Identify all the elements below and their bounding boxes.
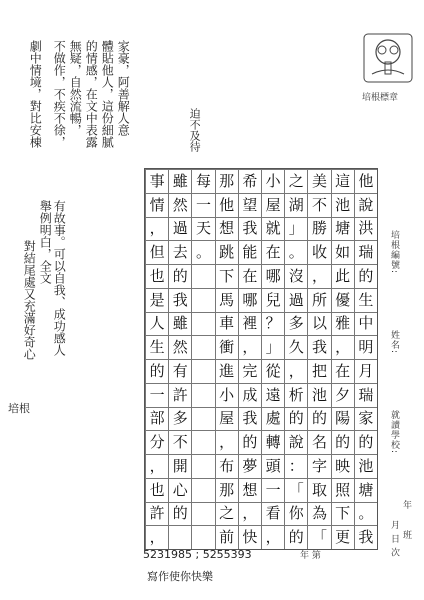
manuscript-cell: ，	[331, 335, 354, 359]
manuscript-cell: 望	[238, 193, 261, 217]
teacher-comment-line: 舉例明白，全文	[38, 200, 53, 284]
tree-stamp-icon	[358, 28, 418, 88]
manuscript-cell: 這	[331, 169, 354, 193]
manuscript-cell: ，	[145, 525, 168, 549]
manuscript-cell: 看	[261, 502, 284, 526]
manuscript-cell: 。	[354, 502, 377, 526]
teacher-comment-line: 劇中情境，對比安棟	[28, 40, 43, 148]
manuscript-cell: 優	[331, 288, 354, 312]
manuscript-cell: 過	[168, 217, 191, 241]
footer-slogan: 寫作使你快樂	[147, 570, 213, 583]
teacher-comment-line: 對結尾處又充滿好奇心	[22, 240, 37, 360]
manuscript-cell: ？	[261, 312, 284, 336]
manuscript-cell: 雖	[168, 169, 191, 193]
manuscript-cell: 美	[307, 169, 330, 193]
manuscript-cell: 希	[238, 169, 261, 193]
manuscript-cell: 轉	[261, 430, 284, 454]
manuscript-cell: 瑞	[354, 383, 377, 407]
manuscript-column	[215, 169, 238, 549]
manuscript-cell	[191, 312, 214, 336]
manuscript-cell: 明	[354, 335, 377, 359]
manuscript-cell: 的	[307, 407, 330, 431]
manuscript-cell: ，	[145, 454, 168, 478]
manuscript-cell: 想	[238, 478, 261, 502]
manuscript-cell: 事	[145, 169, 168, 193]
stamp-note: 迫不及待	[188, 108, 202, 152]
manuscript-cell: 那	[215, 169, 238, 193]
manuscript-cell: 。	[191, 240, 214, 264]
manuscript-cell: 屋	[215, 407, 238, 431]
manuscript-cell: 在	[331, 359, 354, 383]
teacher-comment-line: 不做作，不疾不徐，	[52, 40, 67, 148]
manuscript-cell: 許	[168, 383, 191, 407]
manuscript-cell: 的	[145, 359, 168, 383]
manuscript-cell: 名	[307, 430, 330, 454]
manuscript-cell: 雅	[331, 312, 354, 336]
manuscript-cell: 一	[191, 193, 214, 217]
manuscript-cell: 說	[284, 430, 307, 454]
manuscript-cell: 也	[145, 478, 168, 502]
manuscript-cell: 頭	[261, 454, 284, 478]
manuscript-cell: 然	[168, 193, 191, 217]
manuscript-cell: 兒	[261, 288, 284, 312]
manuscript-cell: 不	[168, 430, 191, 454]
manuscript-cell: 情	[145, 193, 168, 217]
manuscript-cell	[168, 525, 191, 549]
manuscript-cell: 生	[145, 335, 168, 359]
manuscript-cell: 的	[238, 430, 261, 454]
manuscript-cell: 哪	[261, 264, 284, 288]
manuscript-cell: 雖	[168, 312, 191, 336]
manuscript-cell: 如	[331, 240, 354, 264]
manuscript-cell: 在	[238, 264, 261, 288]
manuscript-cell: ，	[284, 359, 307, 383]
manuscript-cell: 一	[261, 478, 284, 502]
manuscript-cell: 池	[331, 193, 354, 217]
manuscript-cell: 馬	[215, 288, 238, 312]
manuscript-cell: 從	[261, 359, 284, 383]
manuscript-cell: 快	[238, 525, 261, 549]
manuscript-cell: 他	[354, 169, 377, 193]
manuscript-cell: 說	[354, 193, 377, 217]
manuscript-cell: 我	[238, 217, 261, 241]
manuscript-cell	[191, 525, 214, 549]
manuscript-cell: 的	[284, 407, 307, 431]
manuscript-cell: ：	[284, 454, 307, 478]
manuscript-column	[168, 169, 191, 549]
manuscript-cell: 以	[307, 312, 330, 336]
manuscript-cell: 的	[354, 264, 377, 288]
manuscript-column	[331, 169, 354, 549]
manuscript-cell: 沒	[284, 264, 307, 288]
phone-numbers: 5231985 ; 5255393	[143, 548, 252, 561]
grader-signature: 培根	[8, 402, 30, 415]
manuscript-cell: 想	[215, 217, 238, 241]
manuscript-cell: 每	[191, 169, 214, 193]
manuscript-cell	[191, 383, 214, 407]
manuscript-cell: 但	[145, 240, 168, 264]
manuscript-cell: 多	[168, 407, 191, 431]
manuscript-cell: 把	[307, 359, 330, 383]
manuscript-cell: 池	[354, 454, 377, 478]
manuscript-cell: 「	[284, 478, 307, 502]
grid-left-border	[145, 169, 146, 549]
manuscript-cell: 處	[261, 407, 284, 431]
manuscript-cell: 久	[284, 335, 307, 359]
manuscript-cell	[191, 288, 214, 312]
school-label: 就讀學校:	[389, 410, 399, 455]
manuscript-cell: 夢	[238, 454, 261, 478]
teacher-comment-line: 無疑，自然流暢，	[68, 40, 83, 136]
manuscript-cell: 多	[284, 312, 307, 336]
manuscript-column	[261, 169, 284, 549]
manuscript-cell: ，	[307, 264, 330, 288]
manuscript-cell: 許	[145, 502, 168, 526]
manuscript-cell: 夕	[331, 383, 354, 407]
manuscript-cell: 的	[284, 525, 307, 549]
manuscript-cell: ，	[238, 502, 261, 526]
manuscript-cell: 我	[307, 335, 330, 359]
manuscript-cell: 部	[145, 407, 168, 431]
manuscript-cell: 不	[307, 193, 330, 217]
grader-label: 培根編號:	[389, 230, 399, 275]
logo-caption: 培根標章	[362, 93, 399, 103]
manuscript-cell: ，	[261, 525, 284, 549]
manuscript-cell: 」	[284, 217, 307, 241]
manuscript-cell: 。	[284, 240, 307, 264]
manuscript-cell: 就	[261, 217, 284, 241]
manuscript-cell: 遠	[261, 383, 284, 407]
manuscript-cell: 哪	[238, 288, 261, 312]
manuscript-column	[238, 169, 261, 549]
manuscript-cell: 開	[168, 454, 191, 478]
manuscript-cell: 你	[284, 502, 307, 526]
manuscript-cell	[191, 502, 214, 526]
manuscript-cell: 生	[354, 288, 377, 312]
manuscript-cell: 去	[168, 240, 191, 264]
manuscript-cell: 能	[238, 240, 261, 264]
name-label: 姓名:	[389, 330, 399, 355]
manuscript-cell: 進	[215, 359, 238, 383]
manuscript-cell: 下	[215, 264, 238, 288]
manuscript-column	[191, 169, 214, 549]
manuscript-cell: ，	[238, 335, 261, 359]
teacher-comment-line: 的情感，在文中表露	[84, 40, 99, 148]
manuscript-cell: 所	[307, 288, 330, 312]
manuscript-cell: 衝	[215, 335, 238, 359]
manuscript-cell: 天	[191, 217, 214, 241]
manuscript-cell: 小	[215, 383, 238, 407]
manuscript-cell: 我	[168, 288, 191, 312]
date-label: 月 日 次	[389, 520, 399, 558]
manuscript-cell: 為	[307, 502, 330, 526]
manuscript-cell: 車	[215, 312, 238, 336]
teacher-comment-line: 有故事。可以自我、成功感人	[52, 200, 67, 356]
manuscript-cell: 的	[168, 264, 191, 288]
manuscript-cell: 的	[354, 430, 377, 454]
manuscript-cell: 映	[331, 454, 354, 478]
manuscript-cell: 分	[145, 430, 168, 454]
manuscript-cell: 一	[145, 383, 168, 407]
manuscript-cell	[191, 359, 214, 383]
manuscript-cell: 然	[168, 335, 191, 359]
manuscript-cell: 我	[238, 407, 261, 431]
manuscript-cell: 洪	[354, 217, 377, 241]
manuscript-cell: 析	[284, 383, 307, 407]
manuscript-cell	[191, 478, 214, 502]
manuscript-cell: 裡	[238, 312, 261, 336]
manuscript-grid	[144, 168, 378, 550]
manuscript-column	[354, 169, 377, 549]
manuscript-cell: 月	[354, 359, 377, 383]
manuscript-cell: 屋	[261, 193, 284, 217]
manuscript-cell: 陽	[331, 407, 354, 431]
manuscript-cell: 布	[215, 454, 238, 478]
grade-label: 年	[401, 500, 411, 510]
manuscript-cell: 池	[307, 383, 330, 407]
manuscript-cell: 「	[307, 525, 330, 549]
teacher-comment-line: 體貼他人，這份細膩	[100, 40, 115, 148]
manuscript-cell: 字	[307, 454, 330, 478]
manuscript-cell: 家	[354, 407, 377, 431]
manuscript-cell: 湖	[284, 193, 307, 217]
manuscript-cell: 塘	[354, 478, 377, 502]
manuscript-cell: 成	[238, 383, 261, 407]
manuscript-cell: 前	[215, 525, 238, 549]
manuscript-cell: 那	[215, 478, 238, 502]
manuscript-cell: 的	[168, 502, 191, 526]
manuscript-cell: ，	[215, 430, 238, 454]
manuscript-cell: 過	[284, 288, 307, 312]
manuscript-cell: 此	[331, 264, 354, 288]
manuscript-cell	[191, 335, 214, 359]
manuscript-cell: 更	[331, 525, 354, 549]
manuscript-cell: 之	[215, 502, 238, 526]
manuscript-cell: 中	[354, 312, 377, 336]
manuscript-column	[284, 169, 307, 549]
manuscript-cell: 有	[168, 359, 191, 383]
manuscript-cell: 人	[145, 312, 168, 336]
manuscript-cell: 取	[307, 478, 330, 502]
manuscript-cell: 之	[284, 169, 307, 193]
manuscript-cell	[191, 264, 214, 288]
manuscript-cell: 完	[238, 359, 261, 383]
teacher-comment-line: 家豪，阿善解人意	[116, 40, 131, 136]
class-label: 班	[401, 530, 411, 540]
manuscript-cell	[191, 407, 214, 431]
manuscript-cell: 我	[354, 525, 377, 549]
manuscript-cell: 的	[331, 430, 354, 454]
manuscript-cell: 收	[307, 240, 330, 264]
manuscript-cell: 塘	[331, 217, 354, 241]
manuscript-cell	[191, 454, 214, 478]
manuscript-cell: 照	[331, 478, 354, 502]
manuscript-cell: 小	[261, 169, 284, 193]
manuscript-cell: 」	[261, 335, 284, 359]
manuscript-cell: 跳	[215, 240, 238, 264]
manuscript-cell	[191, 430, 214, 454]
manuscript-cell: 也	[145, 264, 168, 288]
manuscript-cell: ，	[145, 217, 168, 241]
manuscript-column	[307, 169, 330, 549]
manuscript-cell: 是	[145, 288, 168, 312]
manuscript-column	[145, 169, 168, 549]
manuscript-cell: 下	[331, 502, 354, 526]
manuscript-cell: 在	[261, 240, 284, 264]
manuscript-cell: 心	[168, 478, 191, 502]
manuscript-cell: 勝	[307, 217, 330, 241]
manuscript-cell: 他	[215, 193, 238, 217]
page-label: 年 第	[300, 551, 321, 561]
manuscript-cell: 瑞	[354, 240, 377, 264]
